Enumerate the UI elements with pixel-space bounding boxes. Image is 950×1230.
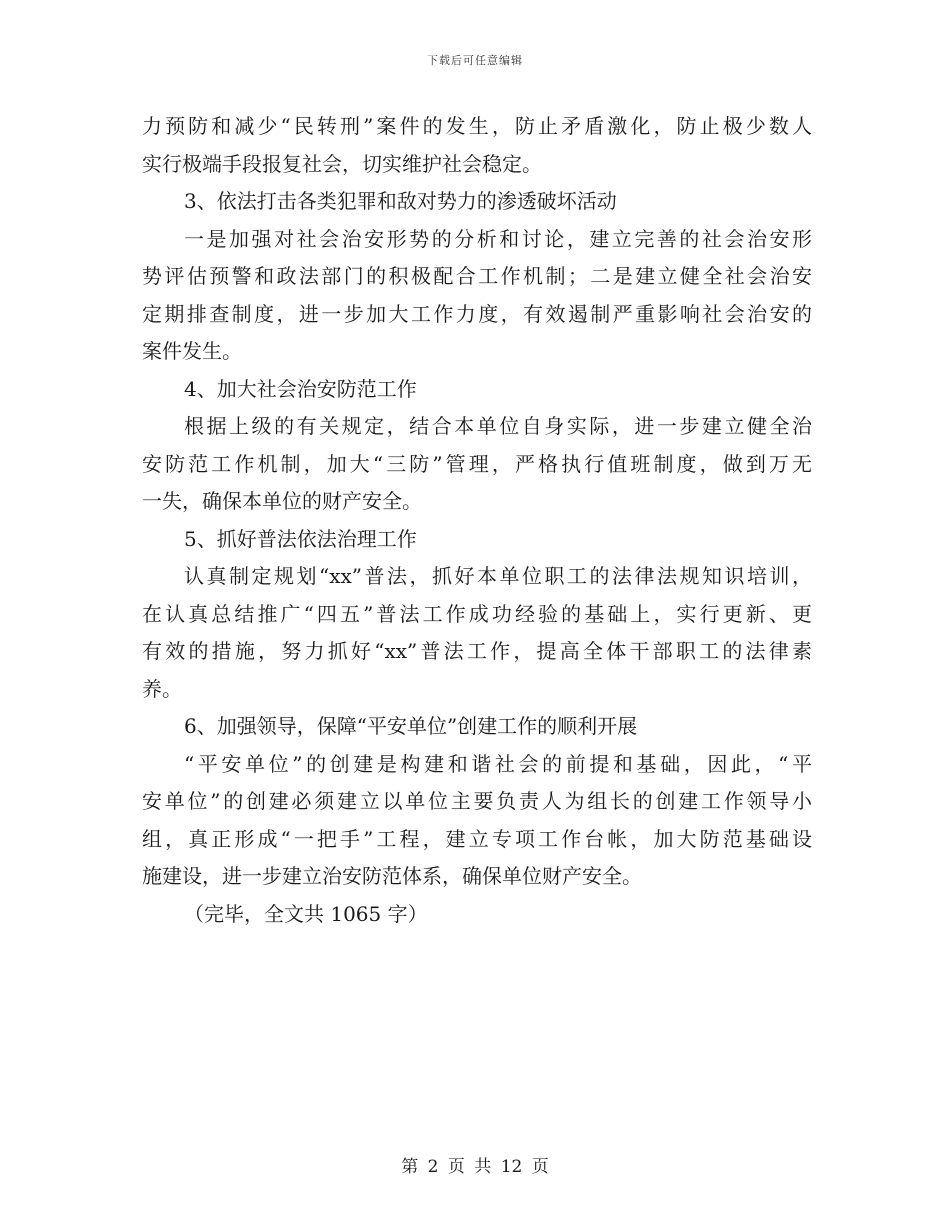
paragraph-line: 安防范工作机制，加大“三防”管理，严格执行值班制度，做到万无 [142, 451, 812, 476]
document-body [142, 108, 812, 933]
paragraph-line: 一是加强对社会治安形势的分析和讨论，建立完善的社会治安形 [184, 226, 812, 251]
paragraph-line: 安单位”的创建必须建立以单位主要负责人为组长的创建工作领导小 [142, 789, 812, 813]
paragraph-line: 实行极端手段报复社会，切实维护社会稳定。 [142, 151, 542, 176]
page-number-footer: 第 2 页 共 12 页 [401, 1157, 549, 1177]
paragraph-line: （完毕，全文共 1065 字） [184, 901, 428, 926]
paragraph-line: 施建设，进一步建立治安防范体系，确保单位财产安全。 [142, 864, 642, 888]
paragraph-line: 一失，确保本单位的财产安全。 [142, 489, 422, 513]
paragraph-line: 6、加强领导，保障“平安单位”创建工作的顺利开展 [184, 714, 638, 738]
paragraph-line: 定期排查制度，进一步加大工作力度，有效遏制严重影响社会治安的 [142, 301, 812, 326]
page-header: 下载后可任意编辑 [427, 54, 523, 67]
paragraph-line: 案件发生。 [142, 339, 242, 363]
paragraph-line: 有效的措施，努力抓好“xx”普法工作，提高全体干部职工的法律素 [142, 639, 812, 663]
paragraph-line: 组，真正形成“一把手”工程，建立专项工作台帐，加大防范基础设 [142, 826, 812, 851]
paragraph-line: 在认真总结推广“四五”普法工作成功经验的基础上，实行更新、更 [142, 601, 812, 626]
paragraph-line: “平安单位”的创建是构建和谐社会的前提和基础，因此，“平 [184, 751, 812, 776]
paragraph-line: 4、加大社会治安防范工作 [184, 376, 417, 401]
paragraph-line: 力预防和减少“民转刑”案件的发生，防止矛盾激化，防止极少数人 [142, 114, 812, 138]
paragraph-line: 5、抓好普法依法治理工作 [184, 526, 417, 551]
paragraph-line: 势评估预警和政法部门的积极配合工作机制；二是建立健全社会治安 [142, 264, 812, 288]
paragraph-line: 养。 [142, 676, 182, 701]
paragraph-line: 3、依法打击各类犯罪和敌对势力的渗透破坏活动 [184, 189, 617, 213]
paragraph-line: 根据上级的有关规定，结合本单位自身实际，进一步建立健全治 [184, 414, 812, 438]
paragraph-line: 认真制定规划“xx”普法，抓好本单位职工的法律法规知识培训， [184, 564, 812, 588]
